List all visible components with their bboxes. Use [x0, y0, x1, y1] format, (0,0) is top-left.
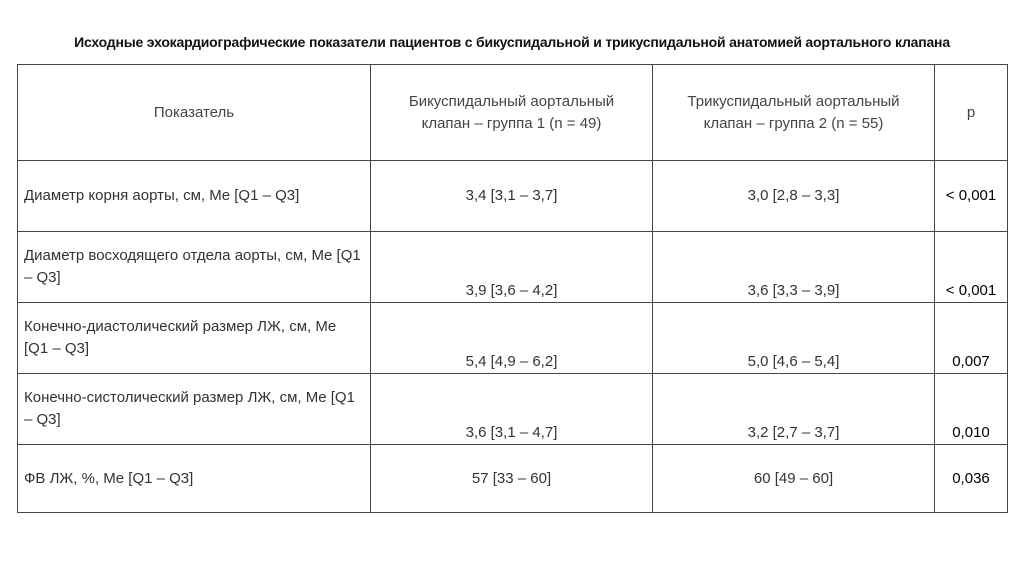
row-indicator: ФВ ЛЖ, %, Me [Q1 – Q3]	[18, 445, 371, 513]
row-indicator: Конечно-диастолический размер ЛЖ, см, Me [Q1 – Q3]	[18, 303, 371, 374]
row-p-value: < 0,001	[935, 232, 1008, 303]
table-row	[18, 445, 1008, 513]
row-indicator: Диаметр восходящего отдела аорты, см, Me [Q1 – Q3]	[18, 232, 371, 303]
row-p-value: < 0,001	[935, 161, 1008, 232]
row-group2-value: 3,0 [2,8 – 3,3]	[653, 161, 935, 232]
table-row	[18, 374, 1008, 445]
header-group2: Трикуспидальный аортальный клапан – группа 2 (n = 55)	[653, 65, 935, 161]
row-group2-value: 5,0 [4,6 – 5,4]	[653, 303, 935, 374]
header-group1: Бикуспидальный аортальный клапан – группа 1 (n = 49)	[371, 65, 653, 161]
row-group1-value: 3,4 [3,1 – 3,7]	[371, 161, 653, 232]
table-row	[18, 303, 1008, 374]
row-p-value: 0,036	[935, 445, 1008, 513]
row-group1-value: 3,6 [3,1 – 4,7]	[371, 374, 653, 445]
row-group1-value: 57 [33 – 60]	[371, 445, 653, 513]
row-group2-value: 3,6 [3,3 – 3,9]	[653, 232, 935, 303]
row-group1-value: 5,4 [4,9 – 6,2]	[371, 303, 653, 374]
row-indicator: Конечно-систолический размер ЛЖ, см, Me [Q1 – Q3]	[18, 374, 371, 445]
table-header-row	[18, 65, 1008, 161]
table-title: Исходные эхокардиографические показатели пациентов с бикуспидальной и трикуспидальной анатомией аортального клапана	[74, 34, 950, 50]
echo-parameters-table	[17, 64, 1008, 513]
row-p-value: 0,010	[935, 374, 1008, 445]
header-indicator: Показатель	[18, 65, 371, 161]
table-row	[18, 161, 1008, 232]
row-indicator: Диаметр корня аорты, см, Me [Q1 – Q3]	[18, 161, 371, 232]
table-row	[18, 232, 1008, 303]
row-group2-value: 3,2 [2,7 – 3,7]	[653, 374, 935, 445]
row-p-value: 0,007	[935, 303, 1008, 374]
header-p: p	[935, 65, 1008, 161]
row-group1-value: 3,9 [3,6 – 4,2]	[371, 232, 653, 303]
row-group2-value: 60 [49 – 60]	[653, 445, 935, 513]
